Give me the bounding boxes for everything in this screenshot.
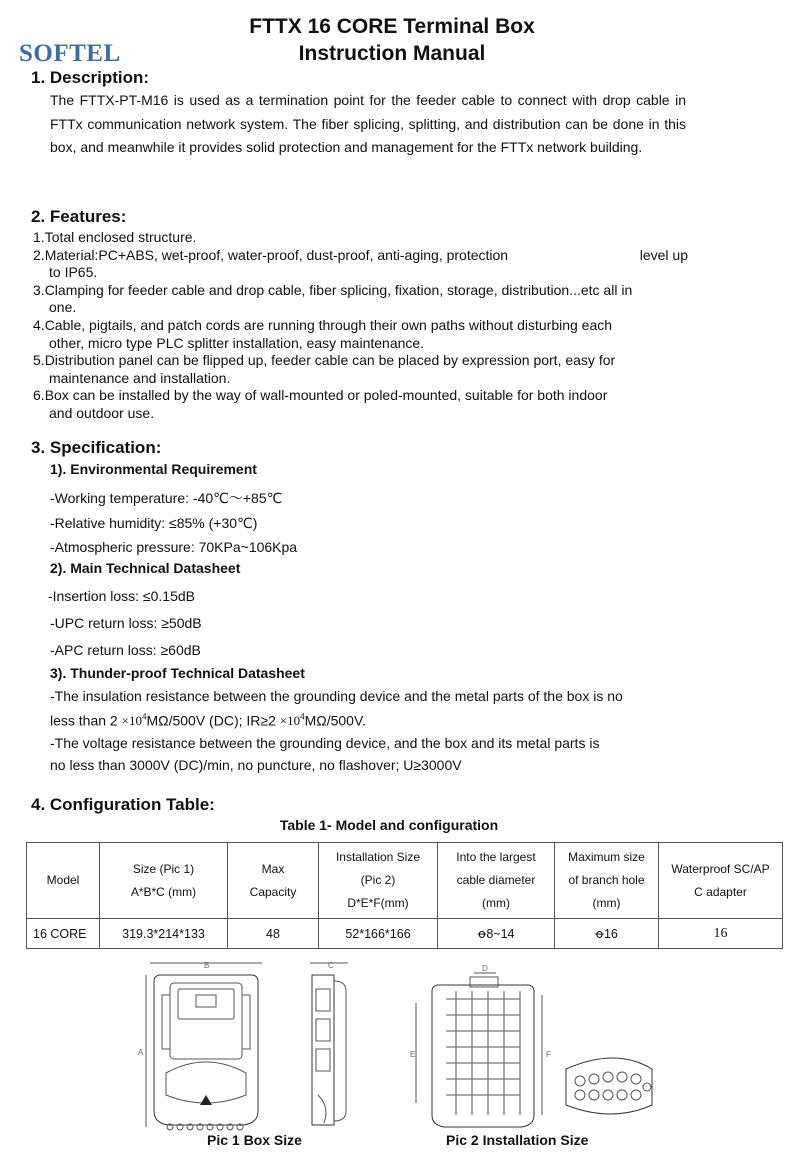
config-table xyxy=(26,842,783,949)
header-branch-hole: Maximum size of branch hole (mm) xyxy=(555,843,659,919)
specification-heading: 3. Specification: xyxy=(31,438,162,457)
feature-text: Clamping for feeder cable and drop cable, fiber splicing, fixation, storage, distribution...etc all in xyxy=(44,281,633,298)
insertion-loss: -Insertion loss: ≤0.15dB xyxy=(48,588,195,604)
feature-text: Total enclosed structure. xyxy=(44,229,197,245)
header-adapter: Waterproof SC/AP C adapter xyxy=(659,843,783,919)
feature-item-3 xyxy=(33,282,688,317)
table-header-row xyxy=(27,843,783,919)
dim-label-f: F xyxy=(546,1050,551,1059)
dim-label-d: D xyxy=(482,964,488,973)
dim-label-c: C xyxy=(328,961,334,970)
feature-text-cont: other, micro type PLC splitter installation, easy maintenance. xyxy=(49,334,425,351)
env-requirement-title: 1). Environmental Requirement xyxy=(50,461,257,477)
side-view-drawing xyxy=(310,963,348,1125)
cell-model: 16 CORE xyxy=(27,919,100,949)
insulation-line-1: -The insulation resistance between the grounding device and the metal parts of the box is no xyxy=(50,688,623,704)
features-heading: 2. Features: xyxy=(31,207,127,226)
insulation-line-2 xyxy=(50,712,366,729)
back-view-drawing xyxy=(416,973,542,1127)
dim-label-e: E xyxy=(410,1050,416,1059)
sci-notation-2: $\times 10^4$ xyxy=(279,712,305,729)
feature-number: 1. xyxy=(33,229,45,245)
page-title-line2: Instruction Manual xyxy=(298,42,486,65)
cell-install-size: 52*166*166 xyxy=(319,919,438,949)
feature-number: 4. xyxy=(33,316,45,333)
header-install-size: Installation Size (Pic 2) D*E*F(mm) xyxy=(319,843,438,919)
upc-return-loss: -UPC return loss: ≥50dB xyxy=(50,615,202,631)
feature-text: Cable, pigtails, and patch cords are running through their own paths without disturbing each xyxy=(44,316,613,333)
cell-cable-diameter: ꝋ8~14 xyxy=(438,919,555,949)
feature-text-cont: maintenance and installation. xyxy=(49,369,231,386)
feature-number: 6. xyxy=(33,387,45,404)
atmospheric-pressure: -Atmospheric pressure: 70KPa~106Kpa xyxy=(50,539,298,555)
apc-return-loss: -APC return loss: ≥60dB xyxy=(50,642,201,658)
description-heading: 1. Description: xyxy=(31,68,150,87)
voltage-line-1: -The voltage resistance between the grounding device, and the box and its metal parts is xyxy=(50,735,600,751)
feature-text: Material:PC+ABS, wet-proof, water-proof, dust-proof, anti-aging, protection xyxy=(44,246,509,263)
header-model: Model xyxy=(27,843,100,919)
feature-text-cont: and outdoor use. xyxy=(49,404,155,421)
header-capacity: Max Capacity xyxy=(228,843,319,919)
feature-text: Box can be installed by the way of wall-mounted or poled-mounted, suitable for both indoor xyxy=(44,387,608,404)
page-title-line1: FTTX 16 CORE Terminal Box xyxy=(249,15,535,38)
sci-notation-1: $\times 10^4$ xyxy=(121,712,147,729)
cell-capacity: 48 xyxy=(228,919,319,949)
feature-text-cont: one. xyxy=(49,299,77,316)
feature-item-4 xyxy=(33,317,688,352)
working-temperature: -Working temperature: -40℃～+85℃ xyxy=(50,490,283,506)
feature-number: 3. xyxy=(33,281,45,298)
feature-number: 2. xyxy=(33,246,45,263)
main-technical-title: 2). Main Technical Datasheet xyxy=(50,560,241,576)
cell-branch-hole: ꝋ16 xyxy=(555,919,659,949)
feature-text: Distribution panel can be flipped up, feeder cable can be placed by expression port, easy for xyxy=(44,352,616,369)
feature-item-5 xyxy=(33,352,688,387)
table-title: Table 1- Model and configuration xyxy=(279,817,499,833)
relative-humidity: -Relative humidity: ≤85% (+30℃) xyxy=(50,515,258,531)
feature-item-6 xyxy=(33,387,688,422)
feature-number: 5. xyxy=(33,352,45,369)
cell-adapter: 16 xyxy=(659,919,783,949)
voltage-line-2: no less than 3000V (DC)/min, no puncture, no flashover; U≥3000V xyxy=(50,757,462,773)
pic1-caption: Pic 1 Box Size xyxy=(207,1132,302,1148)
ports-view-drawing xyxy=(566,1058,652,1114)
front-view-drawing xyxy=(146,963,262,1130)
feature-text-end: level up xyxy=(639,246,688,263)
insulation-value-mid: MΩ/500V (DC); IR≥2 xyxy=(146,712,276,729)
dim-label-b: B xyxy=(204,961,210,970)
insulation-value-suffix: MΩ/500V. xyxy=(304,712,366,729)
dim-label-a: A xyxy=(138,1048,144,1057)
feature-text-cont: to IP65. xyxy=(49,264,98,281)
pic2-caption: Pic 2 Installation Size xyxy=(446,1132,589,1148)
features-list xyxy=(33,229,688,423)
feature-item-1 xyxy=(33,229,688,247)
description-text: The FTTX-PT-M16 is used as a termination point for the feeder cable to connect with drop cable in FTTx communication network system. The fiber splicing, splitting, and distribution can be done in this box, and meanwhile it provides solid protection and management for the FTTx network building. xyxy=(50,92,686,156)
thunder-proof-title: 3). Thunder-proof Technical Datasheet xyxy=(50,665,305,681)
config-heading: 4. Configuration Table: xyxy=(31,795,215,814)
table-row xyxy=(27,919,783,949)
header-size: Size (Pic 1) A*B*C (mm) xyxy=(100,843,228,919)
brand-logo: SOFTEL xyxy=(19,40,121,67)
box-drawings xyxy=(0,955,808,1135)
feature-item-2 xyxy=(33,247,688,282)
header-cable-diameter: Into the largest cable diameter (mm) xyxy=(438,843,555,919)
insulation-value-prefix: less than 2 xyxy=(50,712,118,729)
cell-size: 319.3*214*133 xyxy=(100,919,228,949)
